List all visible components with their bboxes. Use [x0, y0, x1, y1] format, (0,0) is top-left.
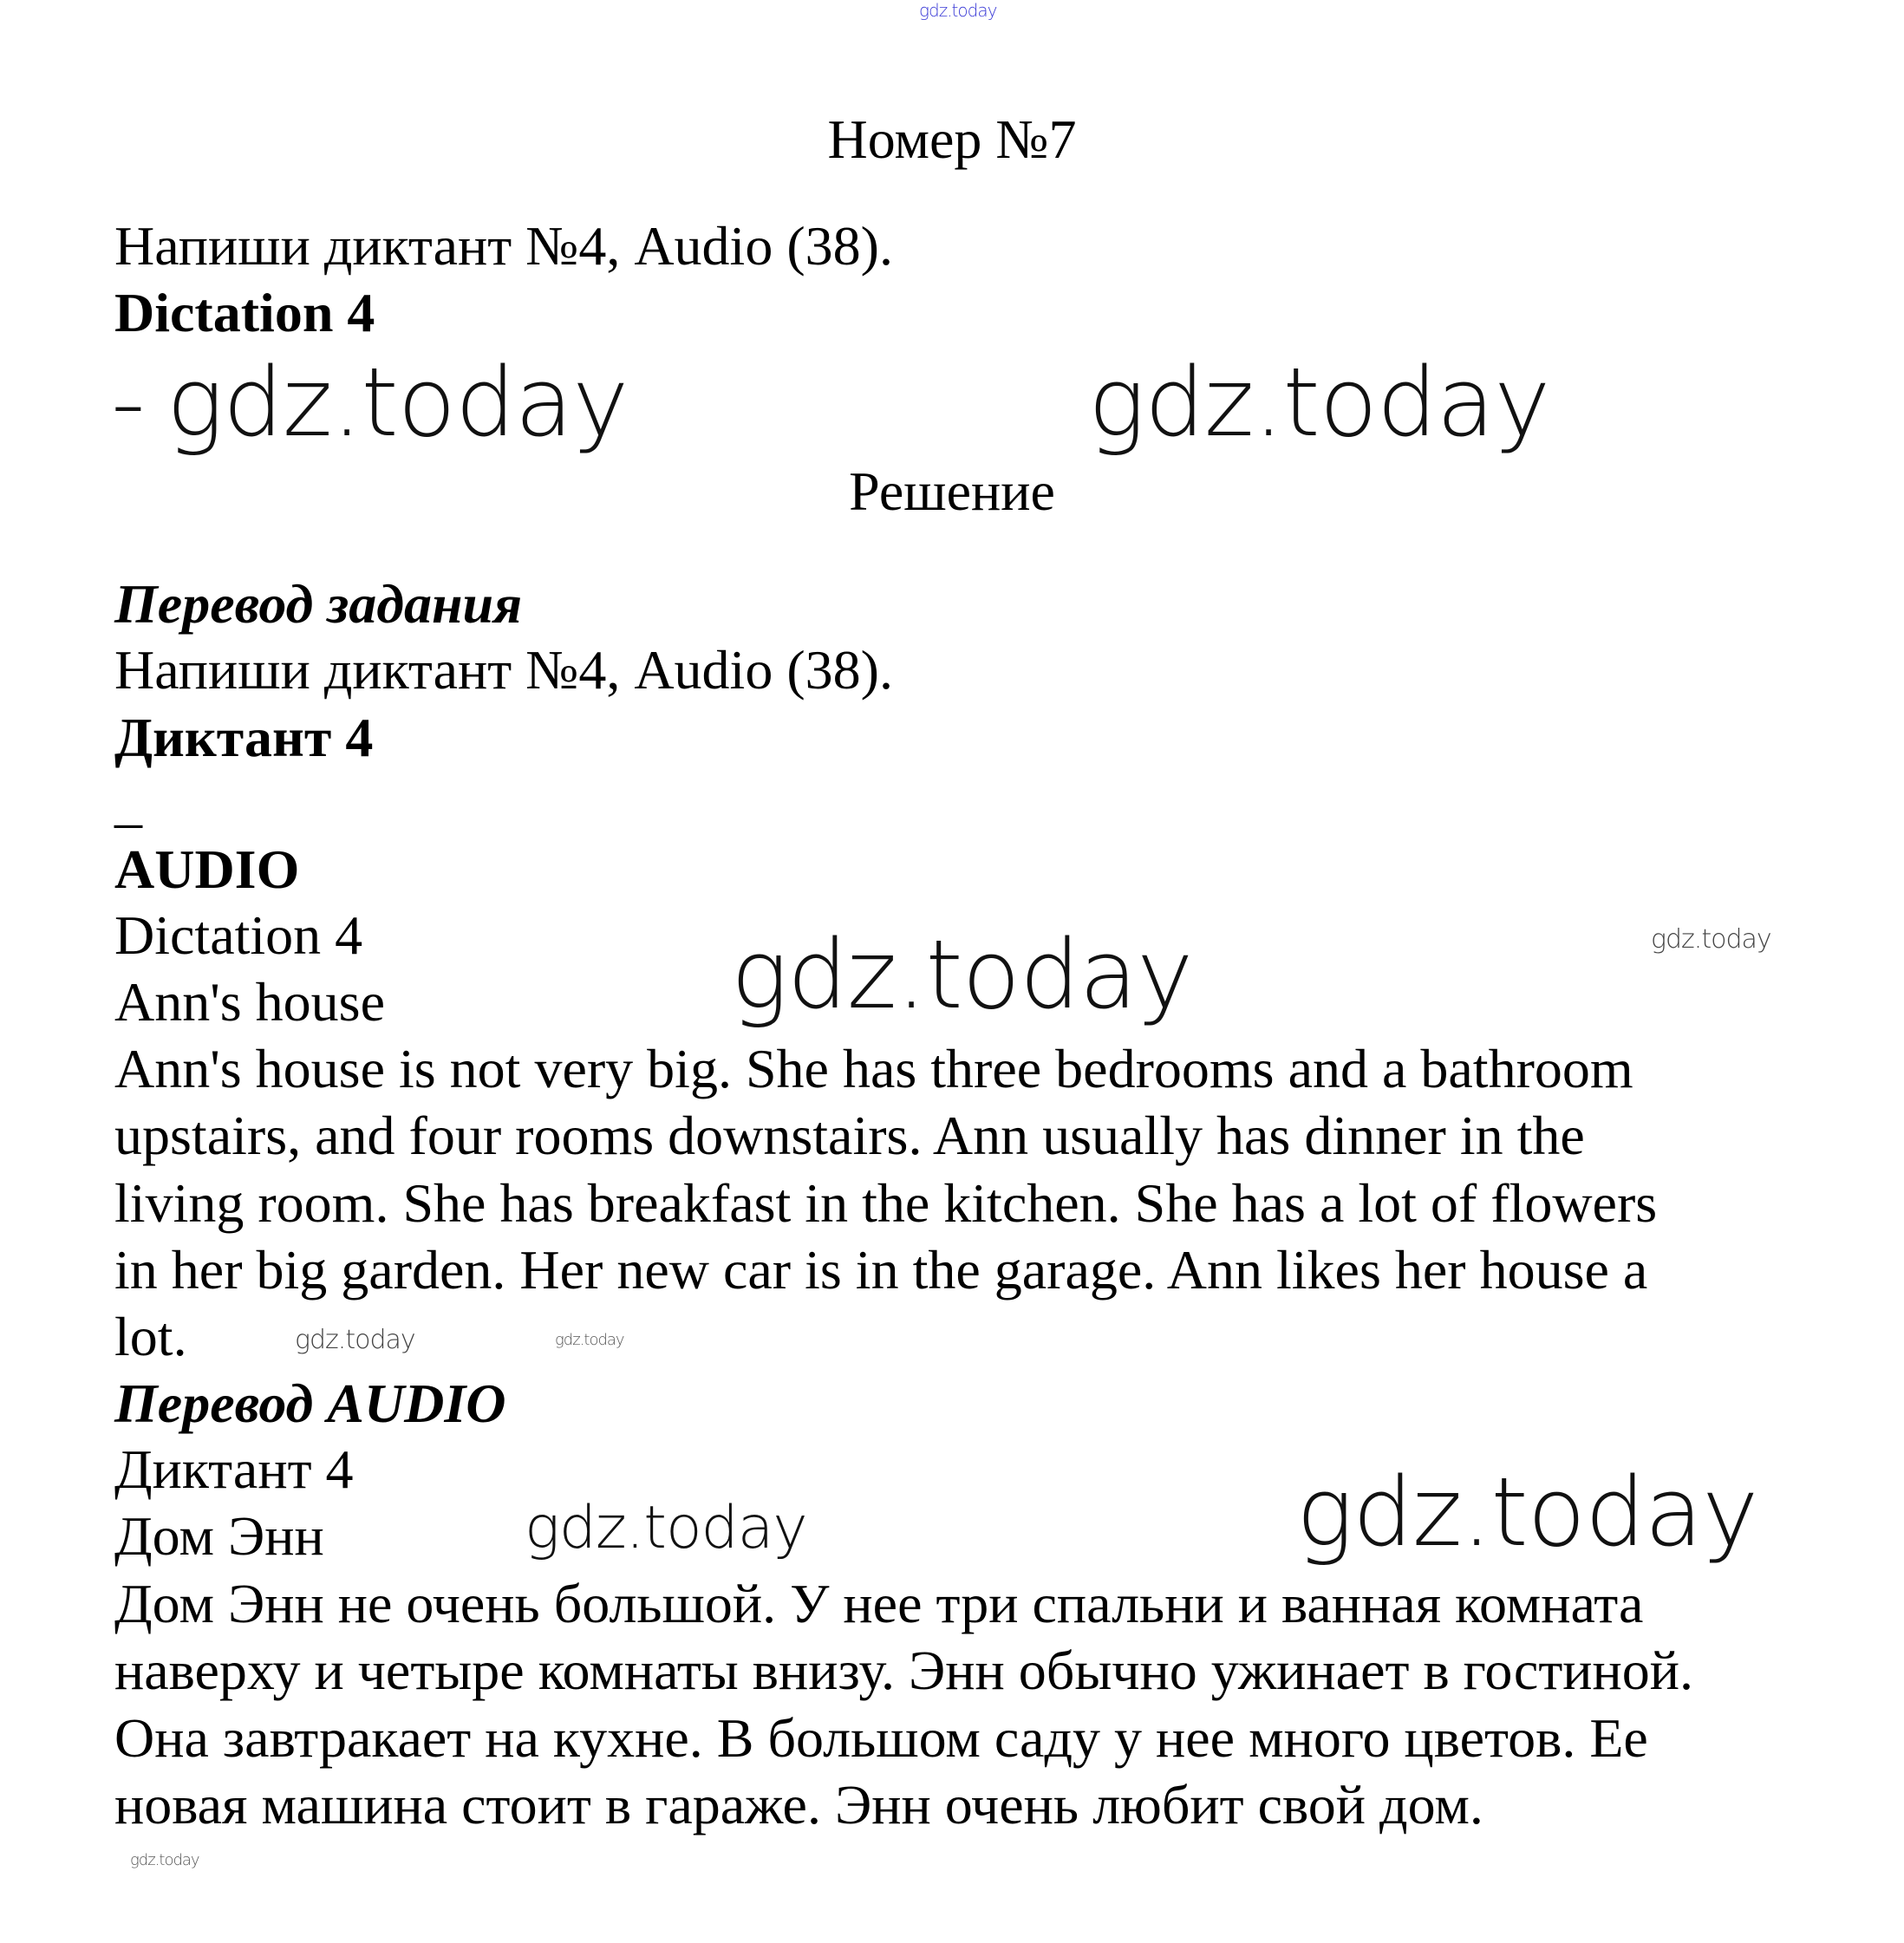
watermark-tiny: gdz.today [130, 1851, 199, 1869]
audio-translation-heading: Перевод AUDIO [114, 1372, 506, 1434]
watermark-large: gdz.today [1088, 347, 1550, 458]
audio-translation-line: наверху и четыре комнаты внизу. Энн обычно ужинает в гостиной. [114, 1640, 1694, 1701]
audio-line: living room. She has breakfast in the kitchen. She has a lot of flowers [114, 1172, 1658, 1234]
audio-translation-line: Дом Энн не очень большой. У нее три спальни и ванная комната [114, 1573, 1644, 1634]
watermark-dash: - [111, 347, 145, 458]
audio-translation-line: Она завтракает на кухне. В большом саду у нее много цветов. Ее [114, 1707, 1648, 1769]
audio-line: lot. [114, 1306, 187, 1367]
translation-task-subheading: Диктант 4 [114, 707, 374, 768]
page-title: Номер №7 [827, 108, 1077, 170]
watermark-tiny: gdz.today [555, 1331, 624, 1349]
audio-line: in her big garden. Her new car is in the garage. Ann likes her house a [114, 1239, 1648, 1301]
top-watermark: gdz.today [919, 0, 997, 21]
watermark-large: gdz.today [1296, 1457, 1758, 1568]
watermark-small: gdz.today [295, 1325, 415, 1355]
audio-translation-line: новая машина стоит в гараже. Энн очень любит свой дом. [114, 1774, 1483, 1835]
audio-subtitle: Ann's house [114, 971, 385, 1033]
audio-heading: AUDIO [114, 838, 300, 900]
translation-task-heading: Перевод задания [114, 573, 523, 635]
watermark-large: gdz.today [731, 919, 1193, 1030]
translation-task-instruction: Напиши диктант №4, Audio (38). [114, 639, 893, 701]
task-instruction: Напиши диктант №4, Audio (38). [114, 215, 893, 277]
watermark-medium: gdz.today [525, 1494, 807, 1562]
solution-label: Решение [849, 460, 1055, 522]
task-heading: Dictation 4 [114, 282, 375, 343]
watermark-small: gdz.today [1651, 924, 1771, 955]
audio-title: Dictation 4 [114, 904, 363, 966]
underscore-mark: _ [114, 772, 142, 833]
watermark-large: gdz.today [166, 347, 629, 458]
audio-translation-title: Диктант 4 [114, 1438, 354, 1500]
audio-line: Ann's house is not very big. She has three bedrooms and a bathroom [114, 1038, 1633, 1099]
audio-translation-subtitle: Дом Энн [114, 1505, 324, 1567]
audio-line: upstairs, and four rooms downstairs. Ann usually has dinner in the [114, 1105, 1585, 1166]
